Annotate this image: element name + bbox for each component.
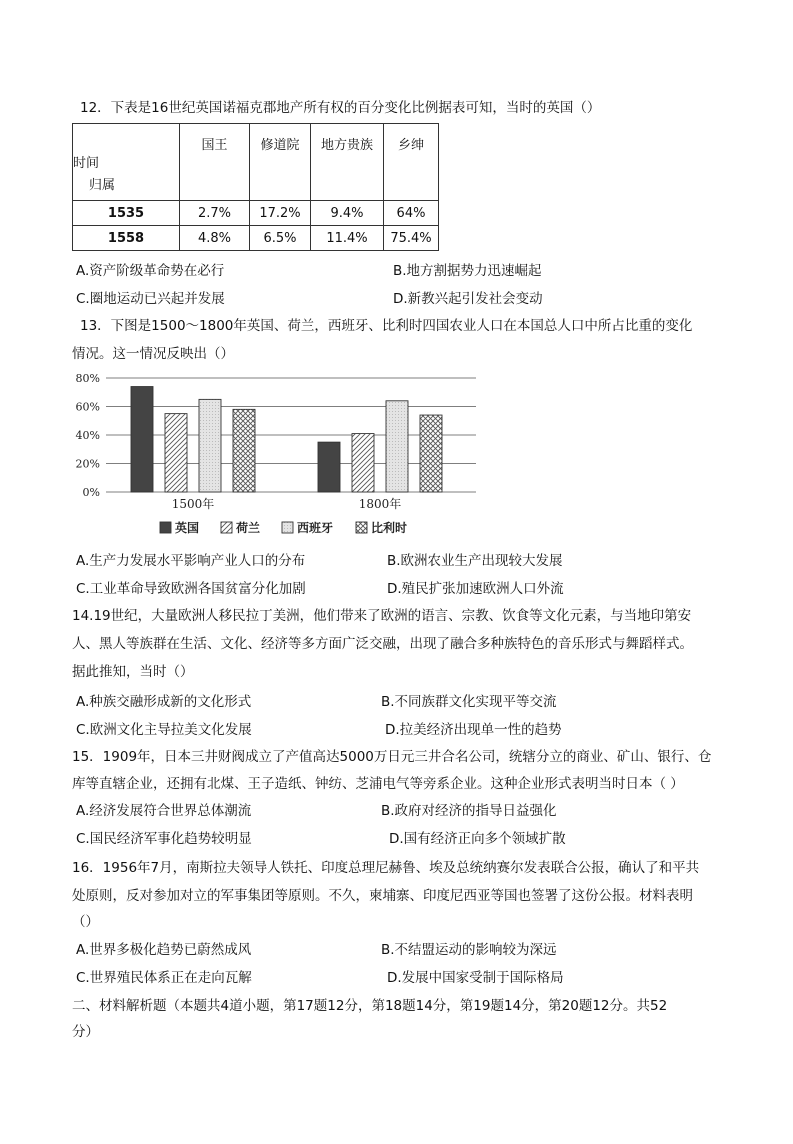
chart-x-axis <box>172 496 402 511</box>
q12-option-a: A.资产阶级革命势在必行 <box>76 263 225 279</box>
bar-比利时-1800年 <box>420 415 442 492</box>
q12-option-d: D.新教兴起引发社会变动 <box>393 291 543 307</box>
q16-option-b: B.不结盟运动的影响较为深远 <box>381 942 557 958</box>
chart-y-axis <box>76 372 100 499</box>
legend-swatch <box>356 522 367 533</box>
header-monastery: 修道院 <box>250 124 311 201</box>
legend-swatch <box>221 522 232 533</box>
y-tick-label: 40% <box>75 429 100 442</box>
q14-option-a: A.种族交融形成新的文化形式 <box>76 694 252 710</box>
bar-荷兰-1800年 <box>352 434 374 492</box>
row-year: 1558 <box>73 226 180 251</box>
q16-option-c: C.世界殖民体系正在走向瓦解 <box>76 970 252 986</box>
row-year: 1535 <box>73 201 180 226</box>
bar-比利时-1500年 <box>233 409 255 492</box>
legend-label: 荷兰 <box>236 521 261 535</box>
corner-label-owner: 归属 <box>89 178 116 193</box>
q14-stem-line3: 据此推知，当时（） <box>72 664 194 680</box>
table-row <box>73 201 439 226</box>
legend-label: 西班牙 <box>297 521 334 535</box>
q14-stem-line2: 人、黑人等族群在生活、文化、经济等多方面广泛交融，出现了融合多种族特色的音乐形式与舞蹈样式。 <box>72 636 693 652</box>
chart-legend <box>160 520 407 535</box>
table-cell: 11.4% <box>311 226 384 251</box>
x-tick-label: 1500年 <box>171 497 215 511</box>
header-gentry: 乡绅 <box>384 124 439 201</box>
bar-荷兰-1500年 <box>165 414 187 492</box>
x-tick-label: 1800年 <box>358 497 402 511</box>
chart-bars <box>131 387 442 492</box>
table-corner-cell <box>73 124 180 201</box>
section2-heading-line1: 二、材料解析题（本题共4道小题，第17题12分，第18题14分，第19题14分，第20题12分。共52 <box>72 998 668 1014</box>
q12-stem: 12．下表是16世纪英国诺福克郡地产所有权的百分变化比例据表可知，当时的英国（） <box>80 100 601 116</box>
bar-英国-1500年 <box>131 387 153 492</box>
table-cell: 75.4% <box>384 226 439 251</box>
y-tick-label: 60% <box>75 400 100 414</box>
q13-stem-line2: 情况。这一情况反映出（） <box>72 346 234 362</box>
table-cell: 9.4% <box>311 201 384 226</box>
table-cell: 2.7% <box>180 201 250 226</box>
legend-label: 比利时 <box>371 521 408 535</box>
y-tick-label: 20% <box>75 457 100 471</box>
corner-label-time: 时间 <box>73 156 100 171</box>
bar-西班牙-1800年 <box>386 401 408 492</box>
q16-option-a: A.世界多极化趋势已蔚然成风 <box>76 942 252 958</box>
q15-stem-line1: 15．1909年，日本三井财阀成立了产值高达5000万日元三井合名公司，统辖分立的商业、矿山、银行、仓 <box>72 749 712 765</box>
q13-stem-line1: 13．下图是1500～1800年英国、荷兰，西班牙、比利时四国农业人口在本国总人口中所占比重的变化 <box>80 318 693 334</box>
section2-heading-line2: 分） <box>72 1024 99 1040</box>
bar-英国-1800年 <box>318 442 340 492</box>
legend-swatch <box>160 522 171 533</box>
q12-table <box>72 123 439 251</box>
q12-option-b: B.地方割据势力迅速崛起 <box>393 263 542 279</box>
q13-option-c: C.工业革命导致欧洲各国贫富分化加剧 <box>76 581 306 597</box>
q14-option-b: B.不同族群文化实现平等交流 <box>381 694 557 710</box>
legend-label: 英国 <box>175 521 200 535</box>
q16-stem-line2: 处原则，反对参加对立的军事集团等原则。不久，柬埔寨、印度尼西亚等国也签署了这份公报。材料表明 <box>72 888 693 904</box>
q13-option-d: D.殖民扩张加速欧洲人口外流 <box>387 581 564 597</box>
q13-bar-chart <box>68 366 488 546</box>
legend-swatch <box>282 522 293 533</box>
q14-stem-line1: 14.19世纪，大量欧洲人移民拉丁美洲，他们带来了欧洲的语言、宗教、饮食等文化元素，与当地印第安 <box>72 608 692 624</box>
q14-option-d: D.拉美经济出现单一性的趋势 <box>385 722 562 738</box>
q14-option-c: C.欧洲文化主导拉美文化发展 <box>76 722 252 738</box>
header-nobility: 地方贵族 <box>311 124 384 201</box>
header-king: 国王 <box>180 124 250 201</box>
q15-option-c: C.国民经济军事化趋势较明显 <box>76 831 252 847</box>
q12-option-c: C.圈地运动已兴起并发展 <box>76 291 225 307</box>
table-cell: 6.5% <box>250 226 311 251</box>
q13-option-b: B.欧洲农业生产出现较大发展 <box>387 553 563 569</box>
q15-option-b: B.政府对经济的指导日益强化 <box>381 803 557 819</box>
q16-option-d: D.发展中国家受制于国际格局 <box>387 970 564 986</box>
bar-西班牙-1500年 <box>199 399 221 492</box>
q15-option-a: A.经济发展符合世界总体潮流 <box>76 803 252 819</box>
y-tick-label: 0% <box>82 486 100 499</box>
q15-option-d: D.国有经济正向多个领域扩散 <box>389 831 566 847</box>
q15-stem-line2: 库等直辖企业，还拥有北煤、王子造纸、钟纺、芝浦电气等旁系企业。这种企业形式表明当时日本（ ） <box>72 776 684 792</box>
y-tick-label: 80% <box>75 372 100 385</box>
table-cell: 17.2% <box>250 201 311 226</box>
table-cell: 4.8% <box>180 226 250 251</box>
q16-stem-line3: （） <box>72 914 99 930</box>
table-cell: 64% <box>384 201 439 226</box>
q13-option-a: A.生产力发展水平影响产业人口的分布 <box>76 553 306 569</box>
table-row <box>73 226 439 251</box>
q16-stem-line1: 16．1956年7月，南斯拉夫领导人铁托、印度总理尼赫鲁、埃及总统纳赛尔发表联合公报，确认了和平共 <box>72 860 700 876</box>
